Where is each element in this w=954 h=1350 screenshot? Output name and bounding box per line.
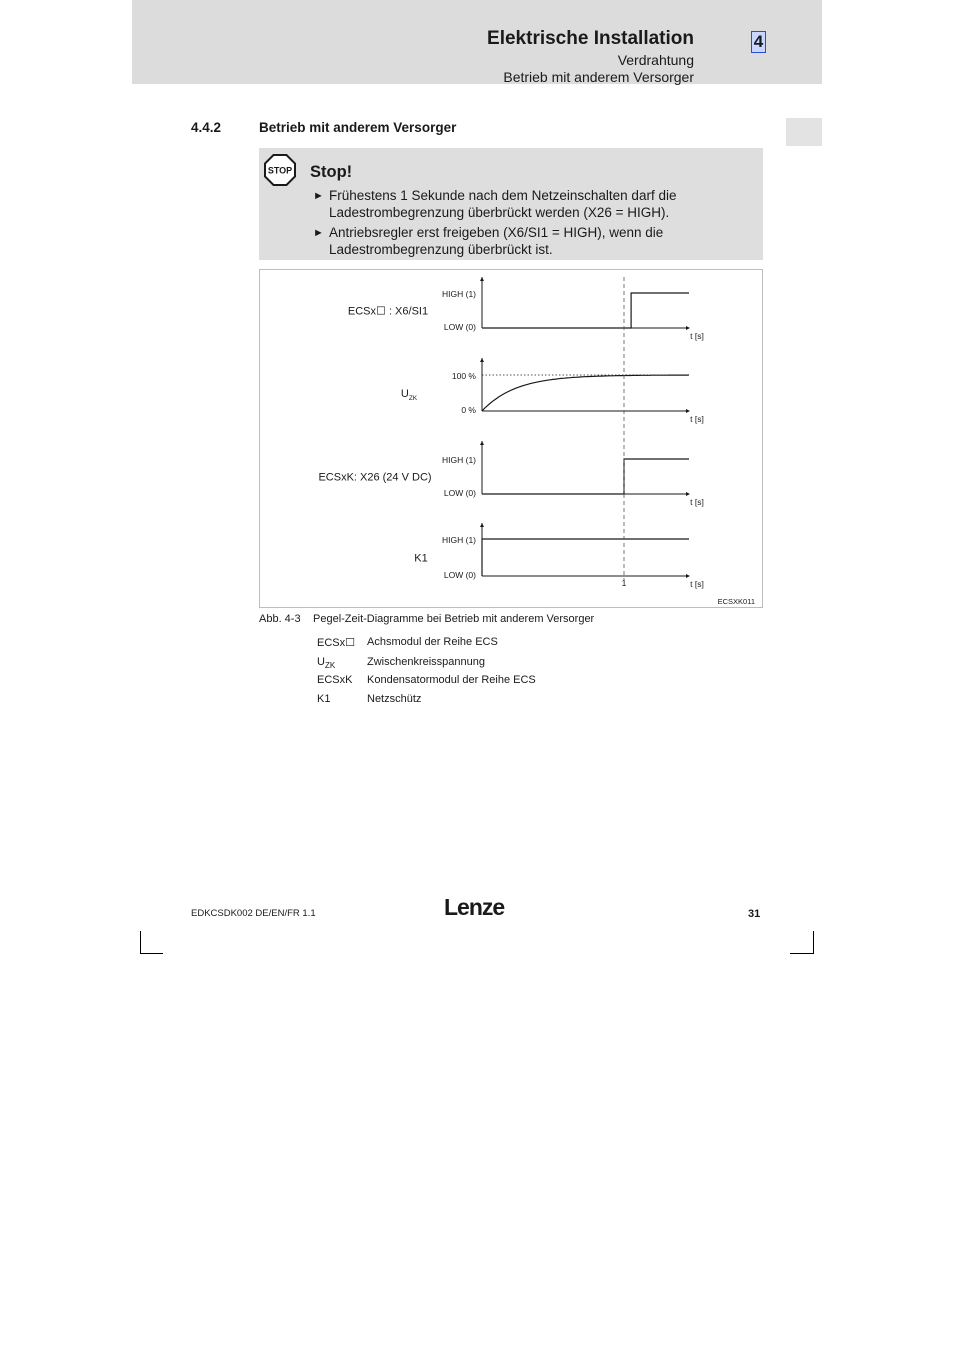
page-number: 31 <box>748 908 761 920</box>
bullet-arrow-icon: ► <box>313 227 324 239</box>
figure-code: ECSXK011 <box>717 597 755 606</box>
legend-value: Kondensatormodul der Reihe ECS <box>367 674 536 686</box>
signal-3-name: ECSxK: X26 (24 V DC) <box>318 471 432 484</box>
signal-2-trace <box>482 375 689 411</box>
legend-key <box>317 656 335 670</box>
stop-icon-text: STOP <box>267 165 293 176</box>
stop-item-text: Frühestens 1 Sekunde nach dem Netzeinschalten darf die Ladestrombegrenzung überbrückt werden (X26 = HIGH). <box>329 188 677 220</box>
crop-mark <box>140 931 141 954</box>
page-subtitle-2: Betrieb mit anderem Versorger <box>503 69 694 85</box>
footer-document-id: EDKCSDK002 DE/EN/FR 1.1 <box>191 908 316 919</box>
lenze-logo: Lenze <box>444 894 505 920</box>
signal-2-t-arrow <box>686 409 690 413</box>
signal-2-time-unit: t [s] <box>690 414 704 424</box>
signal-4-time-unit: t [s] <box>690 579 704 589</box>
signal-3-trace <box>482 459 689 494</box>
timing-diagram <box>259 269 763 608</box>
figure-caption-text: Pegel-Zeit-Diagramme bei Betrieb mit anderem Versorger <box>313 613 595 625</box>
legend-key: ECSx☐ <box>317 637 355 649</box>
legend-key-main: U <box>317 656 325 668</box>
legend-key: ECSxK <box>317 674 353 686</box>
legend-value: Netzschütz <box>367 693 422 705</box>
signal-2-high-label: 100 % <box>451 371 476 381</box>
signal-4-y-arrow <box>480 523 484 527</box>
signal-3-t-arrow <box>686 492 690 496</box>
legend-key-sub: ZK <box>324 661 336 671</box>
signal-4-t-arrow <box>686 574 690 578</box>
signal-2-low-label: 0 % <box>461 405 476 415</box>
signal-2-name: $U_{ZK}$ <box>400 388 418 402</box>
legend-value: Zwischenkreisspannung <box>367 656 486 668</box>
signal-2-name-sub: ZK <box>408 395 418 402</box>
signal-4-trace <box>482 539 689 576</box>
header-band <box>132 0 822 84</box>
crop-mark <box>140 953 163 954</box>
stop-sign-icon <box>264 154 296 186</box>
section-title: Betrieb mit anderem Versorger <box>259 120 457 135</box>
signal-1-y-arrow <box>480 277 484 281</box>
signal-4-high-label: HIGH (1) <box>442 535 476 545</box>
stop-list-item <box>313 225 733 258</box>
stop-list-item <box>313 188 733 221</box>
signal-1-high-label: HIGH (1) <box>442 289 476 299</box>
legend-value: Achsmodul der Reihe ECS <box>367 636 498 648</box>
signal-3-low-label: LOW (0) <box>443 488 476 498</box>
signal-1-time-unit: t [s] <box>690 331 704 341</box>
signal-2-y-arrow <box>480 358 484 362</box>
signal-1-name: ECSx☐ : X6/SI1 <box>347 305 429 318</box>
side-tab-marker <box>786 118 822 146</box>
chapter-number-badge[interactable]: 4 <box>751 31 766 53</box>
page-title: Elektrische Installation <box>487 28 694 49</box>
signal-4-name: K1 <box>414 552 428 565</box>
signal-1-trace <box>482 293 689 328</box>
figure-caption-label: Abb. 4-3 <box>259 613 301 625</box>
time-tick-label: 1 <box>621 578 627 588</box>
signal-1-low-label: LOW (0) <box>443 322 476 332</box>
stop-title: Stop! <box>310 163 353 181</box>
page-subtitle-1: Verdrahtung <box>617 52 694 68</box>
signal-3-high-label: HIGH (1) <box>442 455 476 465</box>
legend-key: K1 <box>317 693 331 705</box>
signal-3-y-arrow <box>480 441 484 445</box>
signal-4-low-label: LOW (0) <box>443 570 476 580</box>
crop-mark <box>790 953 814 954</box>
signal-1-t-arrow <box>686 326 690 330</box>
signal-3-time-unit: t [s] <box>690 497 704 507</box>
bullet-arrow-icon: ► <box>313 190 324 202</box>
section-number: 4.4.2 <box>191 120 222 135</box>
stop-item-text: Antriebsregler erst freigeben (X6/SI1 = HIGH), wenn die Ladestrombegrenzung überbrückt ist. <box>329 225 664 257</box>
crop-mark <box>813 931 814 954</box>
